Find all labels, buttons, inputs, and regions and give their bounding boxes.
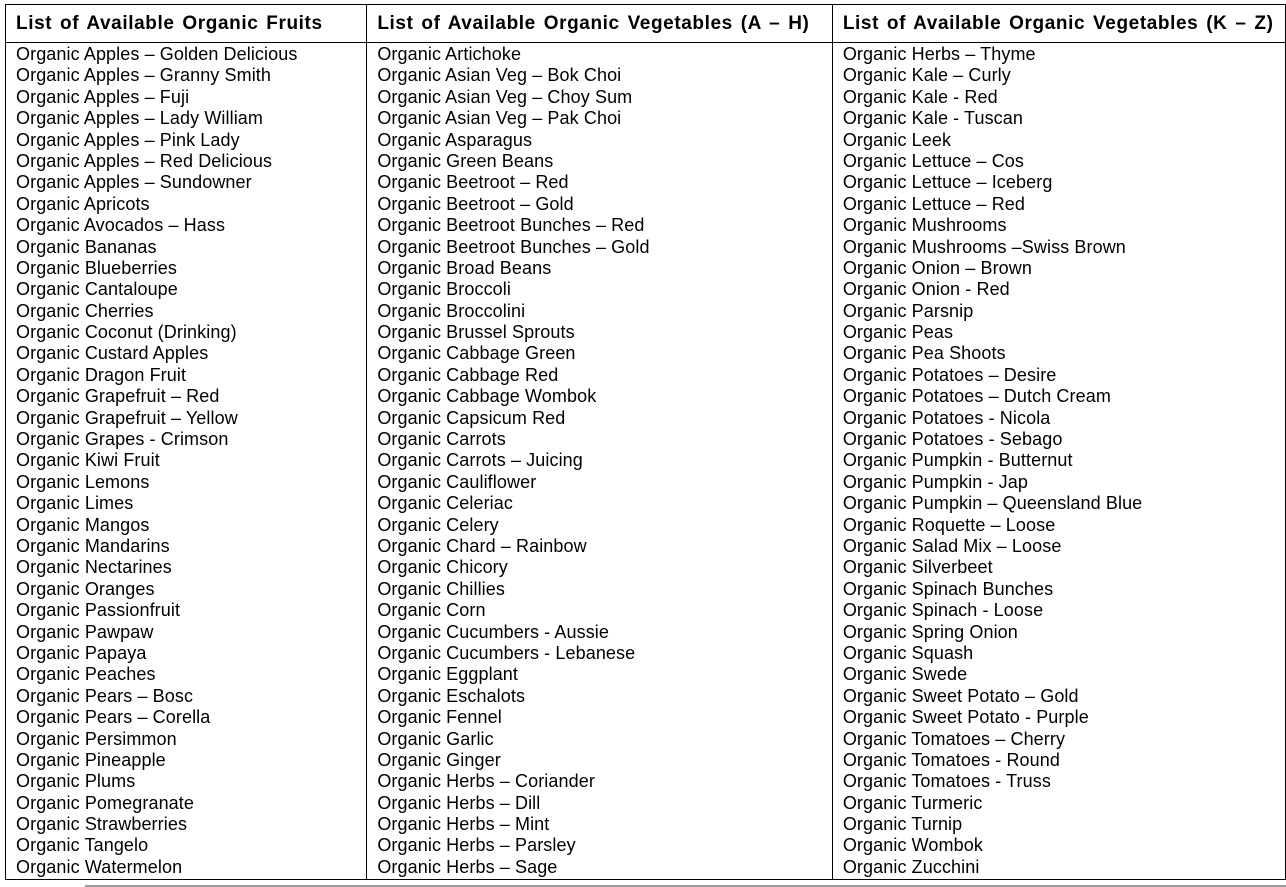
list-item: Organic Pumpkin – Queensland Blue [842, 493, 1143, 514]
list-item: Organic Sweet Potato - Purple [842, 707, 1089, 728]
list-item: Organic Custard Apples [16, 343, 209, 364]
list-item: Organic Dragon Fruit [16, 364, 187, 385]
list-item: Organic Cabbage Wombok [377, 386, 597, 407]
list-item: Organic Blueberries [16, 257, 177, 278]
list-item: Organic Onion – Brown [842, 257, 1033, 278]
list-item: Organic Lettuce – Iceberg [842, 172, 1053, 193]
list-item: Organic Spinach - Loose [842, 600, 1044, 621]
list-item: Organic Herbs – Dill [377, 792, 541, 813]
list-item: Organic Herbs – Mint [377, 814, 550, 835]
list-item: Organic Eggplant [377, 664, 519, 685]
header-vegetables-a-h: List of Available Organic Vegetables (A – H) [367, 5, 832, 43]
vegetables-a-h-cell [367, 43, 832, 880]
list-item: Organic Potatoes – Dutch Cream [842, 386, 1111, 407]
list-item: Organic Grapefruit – Red [16, 386, 220, 407]
list-item: Organic Apples – Sundowner [16, 172, 252, 193]
vegetables-k-z-list [843, 44, 1285, 878]
list-item: Organic Brussel Sprouts [377, 322, 575, 343]
list-item: Organic Cabbage Green [377, 343, 576, 364]
list-item: Organic Wombok [842, 835, 983, 856]
list-item: Organic Beetroot – Red [377, 172, 569, 193]
list-item: Organic Celeriac [377, 493, 513, 514]
list-item: Organic Carrots [377, 429, 506, 450]
list-item: Organic Turnip [842, 814, 963, 835]
list-item: Organic Carrots – Juicing [377, 450, 583, 471]
list-item: Organic Corn [377, 600, 486, 621]
table-header [6, 5, 1286, 43]
list-item: Organic Apples – Golden Delicious [16, 44, 298, 64]
list-item: Organic Chillies [377, 578, 505, 599]
list-item: Organic Asian Veg – Bok Choi [377, 65, 622, 86]
list-item: Organic Cauliflower [377, 471, 537, 492]
list-item: Organic Apples – Red Delicious [16, 150, 273, 171]
list-item: Organic Tomatoes - Round [842, 749, 1060, 770]
list-item: Organic Grapes - Crimson [16, 429, 229, 450]
list-item: Organic Mushrooms [842, 215, 1007, 236]
list-item: Organic Tomatoes - Truss [842, 771, 1051, 792]
list-item: Organic Potatoes - Nicola [842, 407, 1051, 428]
list-item: Organic Asian Veg – Pak Choi [377, 108, 622, 129]
list-item: Organic Nectarines [16, 557, 172, 578]
list-item: Organic Oranges [16, 578, 155, 599]
list-item: Organic Broccoli [377, 279, 511, 300]
list-item: Organic Kale – Curly [842, 65, 1011, 86]
list-item: Organic Bananas [16, 236, 157, 257]
list-item: Organic Tangelo [16, 835, 149, 856]
list-item: Organic Persimmon [16, 728, 177, 749]
list-item: Organic Apples – Fuji [16, 86, 190, 107]
list-item: Organic Zucchini [842, 856, 980, 877]
table-body [6, 43, 1286, 880]
list-item: Organic Cherries [16, 300, 154, 321]
list-item: Organic Eschalots [377, 685, 526, 706]
list-item: Organic Chicory [377, 557, 508, 578]
list-item: Organic Beetroot – Gold [377, 193, 574, 214]
list-item: Organic Salad Mix – Loose [842, 535, 1062, 556]
list-item: Organic Apples – Granny Smith [16, 65, 272, 86]
list-item: Organic Plums [16, 771, 136, 792]
list-item: Organic Mangos [16, 514, 150, 535]
list-item: Organic Spinach Bunches [842, 578, 1054, 599]
list-item: Organic Pears – Bosc [16, 685, 194, 706]
list-item: Organic Kale - Tuscan [842, 108, 1023, 129]
list-item: Organic Celery [377, 514, 499, 535]
header-row [6, 5, 1286, 43]
fruits-list [16, 44, 366, 878]
list-item: Organic Pawpaw [16, 621, 154, 642]
list-item: Organic Strawberries [16, 814, 188, 835]
list-item: Organic Green Beans [377, 150, 554, 171]
list-item: Organic Swede [842, 664, 968, 685]
list-item: Organic Beetroot Bunches – Red [377, 215, 645, 236]
vegetables-a-h-list [377, 44, 831, 878]
list-item: Organic Peaches [16, 664, 156, 685]
list-item: Organic Mushrooms –Swiss Brown [842, 236, 1126, 257]
list-item: Organic Herbs – Thyme [842, 44, 1036, 64]
list-item: Organic Apricots [16, 193, 150, 214]
list-item: Organic Herbs – Parsley [377, 835, 576, 856]
list-item: Organic Turmeric [842, 792, 983, 813]
list-item: Organic Beetroot Bunches – Gold [377, 236, 650, 257]
list-item: Organic Fennel [377, 707, 502, 728]
list-item: Organic Cucumbers - Lebanese [377, 642, 636, 663]
list-item: Organic Pumpkin - Butternut [842, 450, 1073, 471]
list-item: Organic Herbs – Coriander [377, 771, 595, 792]
list-item: Organic Onion - Red [842, 279, 1010, 300]
list-item: Organic Sweet Potato – Gold [842, 685, 1079, 706]
list-item: Organic Pea Shoots [842, 343, 1006, 364]
list-item: Organic Asparagus [377, 129, 533, 150]
list-item: Organic Kale - Red [842, 86, 998, 107]
list-item: Organic Parsnip [842, 300, 974, 321]
list-item: Organic Lettuce – Red [842, 193, 1026, 214]
list-item: Organic Pineapple [16, 749, 166, 770]
list-item: Organic Peas [842, 322, 954, 343]
list-item: Organic Apples – Pink Lady [16, 129, 240, 150]
list-item: Organic Pumpkin - Jap [842, 471, 1028, 492]
list-item: Organic Chard – Rainbow [377, 535, 587, 556]
list-item: Organic Herbs – Sage [377, 856, 558, 877]
list-item: Organic Roquette – Loose [842, 514, 1056, 535]
list-item: Organic Kiwi Fruit [16, 450, 160, 471]
list-item: Organic Leek [842, 129, 952, 150]
items-row [6, 43, 1286, 880]
list-item: Organic Passionfruit [16, 600, 181, 621]
list-item: Organic Ginger [377, 749, 501, 770]
list-item: Organic Silverbeet [842, 557, 993, 578]
list-item: Organic Grapefruit – Yellow [16, 407, 238, 428]
list-item: Organic Pears – Corella [16, 707, 211, 728]
list-item: Organic Watermelon [16, 856, 183, 877]
list-item: Organic Lemons [16, 471, 150, 492]
list-item: Organic Broad Beans [377, 257, 552, 278]
list-item: Organic Potatoes - Sebago [842, 429, 1063, 450]
list-item: Organic Garlic [377, 728, 494, 749]
list-item: Organic Artichoke [377, 44, 522, 64]
list-item: Organic Tomatoes – Cherry [842, 728, 1066, 749]
list-item: Organic Pomegranate [16, 792, 194, 813]
list-item: Organic Asian Veg – Choy Sum [377, 86, 633, 107]
list-item: Organic Papaya [16, 642, 147, 663]
list-item: Organic Lettuce – Cos [842, 150, 1025, 171]
list-item: Organic Potatoes – Desire [842, 364, 1057, 385]
list-item: Organic Avocados – Hass [16, 215, 226, 236]
header-fruits: List of Available Organic Fruits [6, 5, 367, 43]
list-item: Organic Capsicum Red [377, 407, 566, 428]
list-item: Organic Cantaloupe [16, 279, 178, 300]
list-item: Organic Apples – Lady William [16, 108, 264, 129]
vegetables-k-z-cell [832, 43, 1285, 880]
list-item: Organic Coconut (Drinking) [16, 322, 237, 343]
list-item: Organic Squash [842, 642, 974, 663]
list-item: Organic Broccolini [377, 300, 526, 321]
list-item: Organic Spring Onion [842, 621, 1018, 642]
list-item: Organic Cabbage Red [377, 364, 559, 385]
produce-table [5, 4, 1286, 880]
list-item: Organic Cucumbers - Aussie [377, 621, 610, 642]
header-vegetables-k-z: List of Available Organic Vegetables (K – Z) [832, 5, 1285, 43]
list-item: Organic Mandarins [16, 535, 170, 556]
list-item: Organic Limes [16, 493, 134, 514]
fruits-cell [6, 43, 367, 880]
